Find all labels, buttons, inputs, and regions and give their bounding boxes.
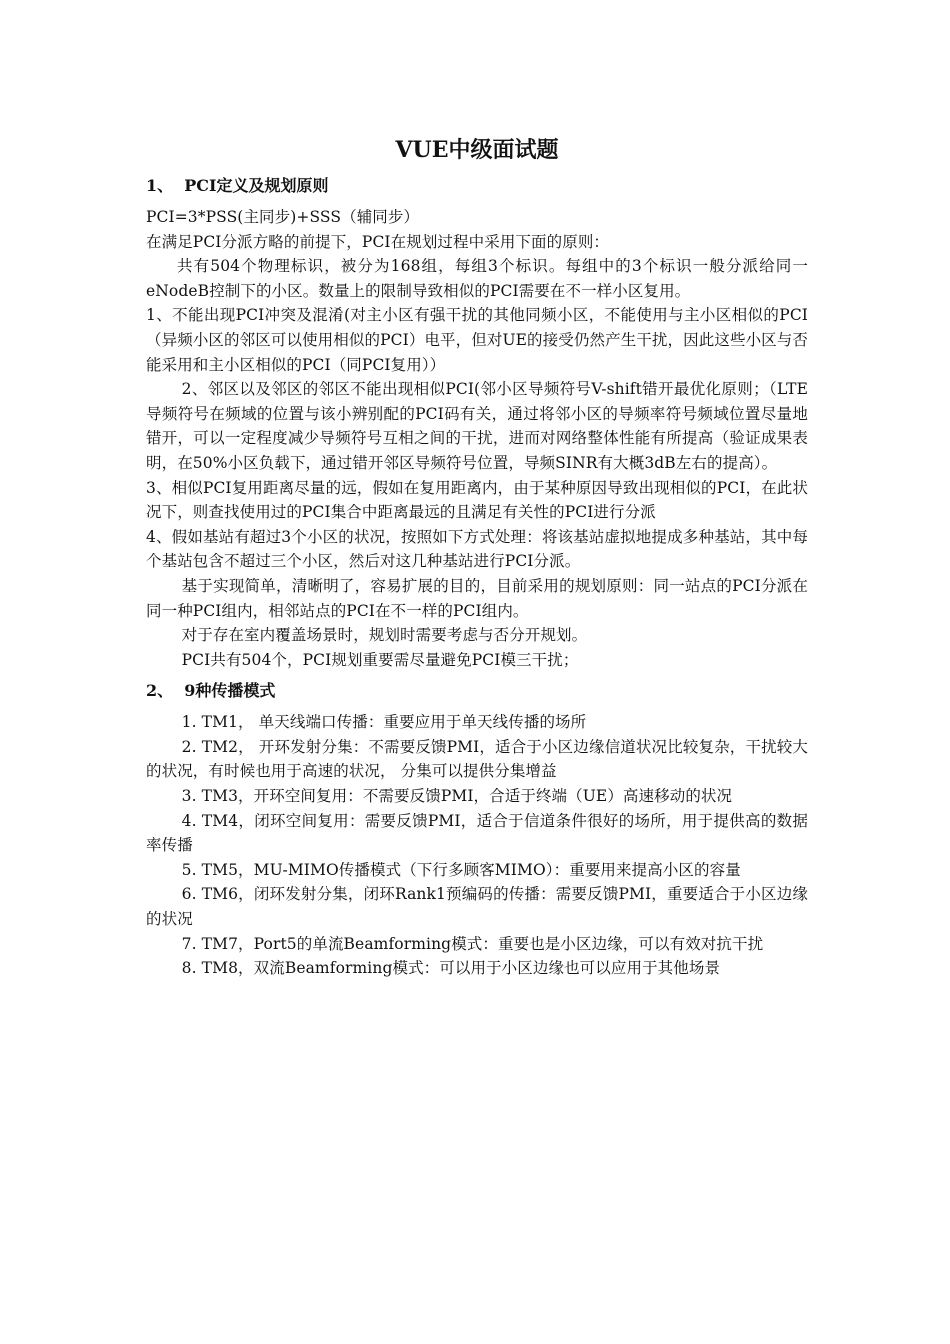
list-item-tm5: 5. TM5，MU-MIMO传播模式（下行多顾客MIMO）：重要用来提高小区的容量 xyxy=(181,860,741,879)
list-item-tm2: 2. TM2， 开环发射分集：不需要反馈PMI，适合于小区边缘信道状况比较复杂，干扰较大的状况，有时候也用于高速的状况， 分集可以提供分集增益 xyxy=(146,737,808,781)
paragraph-indoor-coverage: 对于存在室内覆盖场景时，规划时需要考虑与否分开规划。 xyxy=(181,626,588,645)
section-heading-pci: 1、 PCI定义及规划原则 xyxy=(146,176,329,195)
list-item-tm4: 4. TM4，闭环空间复用：需要反馈PMI，适合于信道条件很好的场所，用于提供高的数据率传播 xyxy=(146,811,808,855)
paragraph-pci-formula: PCI=3*PSS(主同步)+SSS（辅同步） xyxy=(146,208,420,226)
list-item-tm3: 3. TM3，开环空间复用：不需要反馈PMI，合适于终端（UE）高速移动的状况 xyxy=(181,787,733,806)
page-title: VUE中级面试题 xyxy=(395,137,559,163)
paragraph-rule-1: 1、不能出现PCI冲突及混淆(对主小区有强干扰的其他同频小区，不能使用与主小区相似的PCI（异频小区的邻区可以使用相似的PCI）电平，但对UE的接受仍然产生干扰，因此这些小区与否能采用和主小区相似的PCI（同PCI复用）） xyxy=(146,306,808,374)
list-item-tm7: 7. TM7，Port5的单流Beamforming模式：重要也是小区边缘，可以有效对抗干扰 xyxy=(181,934,764,953)
section-heading-tm: 2、 9种传播模式 xyxy=(146,681,276,701)
paragraph-pci-intro: 在满足PCI分派方略的前提下，PCI在规划过程中采用下面的原则： xyxy=(146,232,610,251)
paragraph-rule-3: 3、相似PCI复用距离尽量的远，假如在复用距离内，由于某种原因导致出现相似的PCI，在此状况下，则查找使用过的PCI集合中距离最远的且满足有关性的PCI进行分派 xyxy=(146,478,808,522)
paragraph-mod3-interference: PCI共有504个，PCI规划重要需尽量避免PCI模三干扰； xyxy=(181,650,579,669)
list-item-tm8: 8. TM8，双流Beamforming模式：可以用于小区边缘也可以应用于其他场景 xyxy=(181,959,721,978)
list-item-tm6: 6. TM6，闭环发射分集，闭环Rank1预编码的传播：需要反馈PMI，重要适合于小区边缘的状况 xyxy=(146,885,808,929)
document-body xyxy=(146,133,808,981)
paragraph-rule-2: 2、邻区以及邻区的邻区不能出现相似PCI(邻小区导频符号V-shift错开最优化原则；（LTE导频符号在频域的位置与该小辨别配的PCI码有关，通过将邻小区的导频率符号频域位置尽量地错开，可以一定程度减少导频符号互相之间的干扰，进而对网络整体性能有所提高（验证成果表明，在50%小区负载下，通过错开邻区导频符号位置，导频SINR有大概3dB左右的提高）。 xyxy=(146,380,808,472)
paragraph-rule-4: 4、假如基站有超过3个小区的状况，按照如下方式处理：将该基站虚拟地提成多种基站，其中每个基站包含不超过三个小区，然后对这几种基站进行PCI分派。 xyxy=(146,527,808,571)
paragraph-pci-groups: 共有504个物理标识，被分为168组，每组3个标识。每组中的3个标识一般分派给同一eNodeB控制下的小区。数量上的限制导致相似的PCI需要在不一样小区复用。 xyxy=(146,257,808,300)
paragraph-planning-principle: 基于实现简单，清晰明了，容易扩展的目的，目前采用的规划原则：同一站点的PCI分派在同一种PCI组内，相邻站点的PCI在不一样的PCI组内。 xyxy=(146,576,808,620)
list-item-tm1: 1. TM1， 单天线端口传播：重要应用于单天线传播的场所 xyxy=(181,713,587,732)
